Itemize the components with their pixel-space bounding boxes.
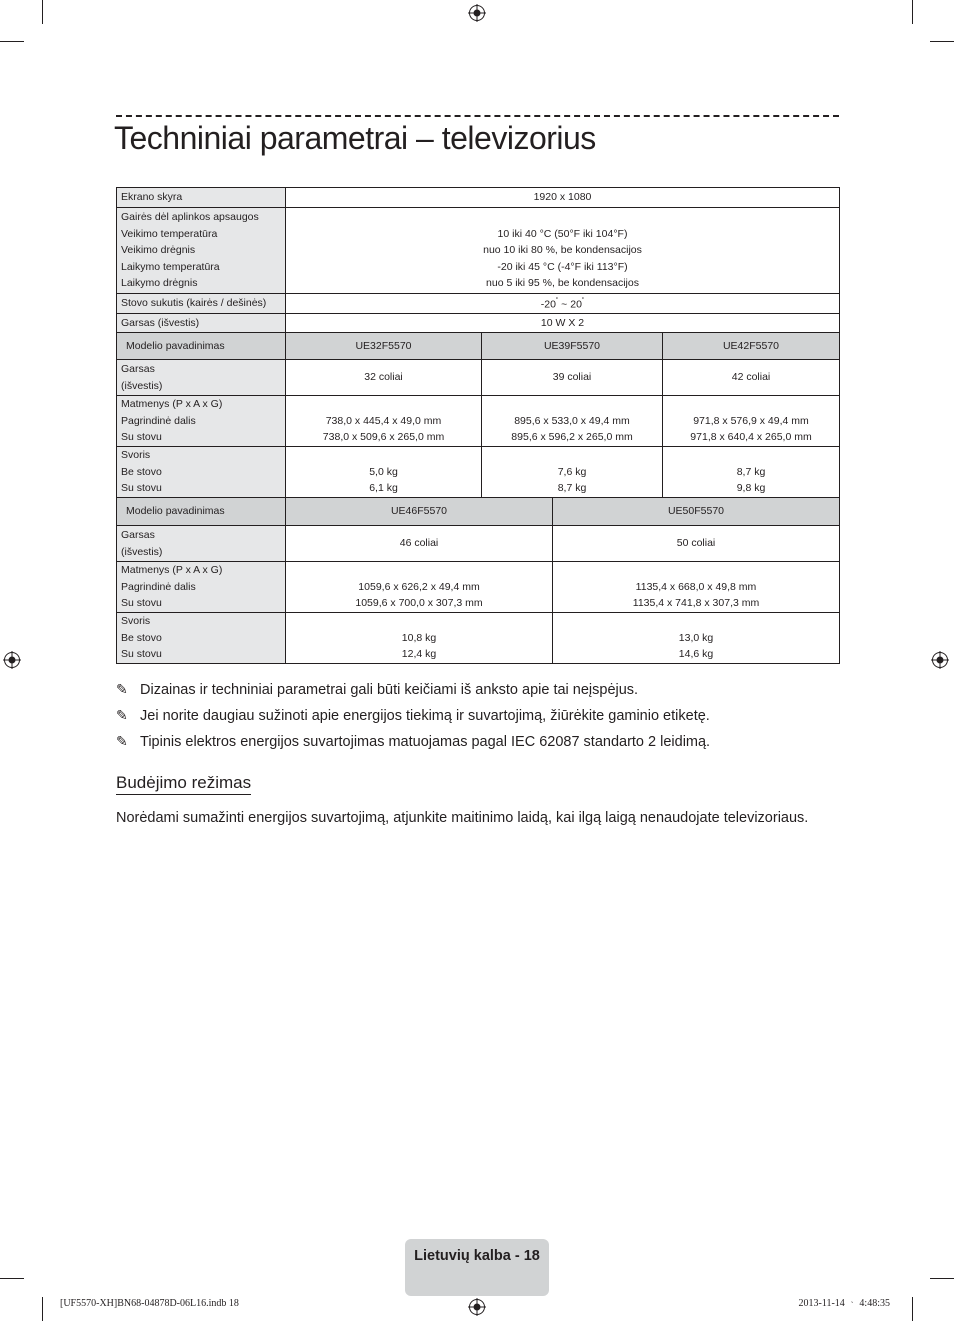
value-cell [553,562,840,613]
value-dimensions-stand: 1135,4 x 741,8 x 307,3 mm [632,597,760,610]
value-operating-humidity: nuo 10 iki 80 %, be kondensacijos [483,244,642,257]
crop-mark [42,0,43,24]
table-row [117,526,840,562]
value-cell [663,360,840,396]
label-output: (išvestis) [121,545,163,558]
label-sound-output: Garsas (išvestis) [121,316,200,329]
notes-list [116,679,846,757]
value-dimensions-body: 971,8 x 576,9 x 49,4 mm [693,414,809,427]
value-weight-stand: 8,7 kg [557,482,587,495]
label-sound: Garsas [121,529,155,541]
value-cell [286,294,840,314]
value-screen-size: 39 coliai [552,371,592,384]
label-cell [117,526,286,562]
crop-mark [912,0,913,24]
model-name: UE46F5570 [390,505,448,518]
label-storage-temperature: Laikymo temperatūra [121,260,220,273]
table-row [117,314,840,333]
value-storage-humidity: nuo 5 iki 95 %, be kondensacijos [486,277,639,290]
label-sound: Garsas [121,363,155,375]
value-cell [663,447,840,498]
value-cell [286,360,482,396]
value-weight-body: 13,0 kg [678,631,714,644]
value-dimensions-stand: 1059,6 x 700,0 x 307,3 mm [355,597,483,610]
section-heading: Budėjimo režimas [116,773,251,795]
label-cell [117,562,286,613]
registration-mark-icon [468,4,486,22]
value-cell [286,314,840,333]
label-output: (išvestis) [121,379,163,392]
label-dimensions: Matmenys (P x A x G) [121,564,223,577]
value-cell [286,188,840,208]
pencil-note-icon: ✎ [116,681,128,697]
value-screen-size: 32 coliai [364,371,403,384]
model-name: UE42F5570 [722,339,780,352]
value-cell [663,396,840,447]
value-dimensions-stand: 738,0 x 509,6 x 265,0 mm [322,431,445,444]
value-cell [286,526,553,562]
label-cell [117,447,286,498]
value-dimensions-stand: 895,6 x 596,2 x 265,0 mm [511,431,633,444]
label-stand-swivel: Stovo sukutis (kairės / dešinės) [121,297,267,310]
label-main-body: Pagrindinė dalis [121,580,196,593]
value-dimensions-body: 1059,6 x 626,2 x 49,4 mm [358,580,480,593]
value-weight-body: 10,8 kg [401,631,437,644]
registration-mark-icon [3,651,21,669]
label-cell [117,314,286,333]
title-dashed-rule [116,115,839,117]
label-storage-humidity: Laikymo drėgnis [121,277,198,290]
label-main-body: Pagrindinė dalis [121,414,196,427]
label-weight: Svoris [121,449,151,462]
value-cell [286,562,553,613]
note-text: Dizainas ir techniniai parametrai gali būti keičiami iš anksto apie tai neįspėjus. [140,682,639,698]
table-row [117,498,840,526]
value-cell [286,208,840,294]
value-weight-stand: 12,4 kg [401,648,437,661]
print-slug-left: [UF5570-XH]BN68-04878D-06L16.indb 18 [60,1298,239,1309]
crop-mark [930,41,954,42]
note-text: Tipinis elektros energijos suvartojimas matuojamas pagal IEC 62087 standarto 2 leidimą. [140,734,711,750]
model-header-cell [663,333,840,360]
label-weight: Svoris [121,615,151,628]
label-operating-temperature: Veikimo temperatūra [121,227,218,240]
registration-mark-icon [468,1298,486,1316]
list-item [116,679,846,705]
value-screen-size: 46 coliai [399,537,439,550]
print-slug-right: 2013-11-14 ᆞ 4:48:35 [798,1298,890,1309]
value-cell [286,447,482,498]
pencil-note-icon: ✎ [116,733,128,749]
value-sound-output: 10 W X 2 [540,316,585,329]
crop-mark [42,1297,43,1321]
label-cell [117,294,286,314]
value-dimensions-stand: 971,8 x 640,4 x 265,0 mm [690,431,812,444]
value-dimensions-body: 895,6 x 533,0 x 49,4 mm [514,414,630,427]
label-with-stand: Su stovu [121,431,162,444]
page-title: Techniniai parametrai – televizorius [114,120,596,156]
label-with-stand: Su stovu [121,597,162,610]
value-dimensions-body: 738,0 x 445,4 x 49,0 mm [325,414,442,427]
value-weight-body: 5,0 kg [369,465,398,478]
label-cell [117,498,286,526]
model-name: UE32F5570 [355,339,412,352]
label-without-stand: Be stovo [121,465,162,478]
value-weight-stand: 14,6 kg [678,648,714,661]
value-cell [286,396,482,447]
value-cell [482,360,663,396]
label-cell [117,333,286,360]
model-header-cell [482,333,663,360]
label-cell [117,396,286,447]
table-row [117,294,840,314]
model-header-cell [286,333,482,360]
value-screen-size: 50 coliai [676,537,716,550]
table-row [117,188,840,208]
label-cell [117,613,286,664]
crop-mark [912,1297,913,1321]
list-item [116,705,846,731]
model-header-cell [553,498,840,526]
registration-mark-icon [931,651,949,669]
value-cell [482,396,663,447]
label-model-name: Modelio pavadinimas [126,505,225,518]
value-storage-temperature: -20 iki 45 °C (-4°F iki 113°F) [497,260,628,273]
value-screen-size: 42 coliai [731,371,771,384]
crop-mark [0,41,24,42]
value-screen-resolution: 1920 x 1080 [533,191,592,204]
label-environment: Gairės dėl aplinkos apsaugos [121,211,259,224]
model-header-cell [286,498,553,526]
value-weight-body: 8,7 kg [736,465,766,478]
value-cell [553,526,840,562]
value-weight-stand: 9,8 kg [736,482,766,495]
table-row [117,333,840,360]
crop-mark [930,1278,954,1279]
pencil-note-icon: ✎ [116,707,128,723]
label-with-stand: Su stovu [121,648,162,661]
label-with-stand: Su stovu [121,482,162,495]
value-dimensions-body: 1135,4 x 668,0 x 49,8 mm [635,580,757,593]
table-row [117,396,840,447]
table-row [117,208,840,294]
page-number: Lietuvių kalba - 18 [414,1248,540,1264]
note-text: Jei norite daugiau sužinoti apie energijos tiekimą ir suvartojimą, žiūrėkite gaminio etiketę. [140,708,710,724]
label-cell [117,208,286,294]
label-model-name: Modelio pavadinimas [126,339,225,352]
table-row [117,360,840,396]
table-row [117,613,840,664]
spec-table [116,187,840,664]
value-cell [286,613,553,664]
value-cell [553,613,840,664]
value-operating-temperature: 10 iki 40 °C (50°F iki 104°F) [497,227,628,240]
value-weight-stand: 6,1 kg [369,482,398,495]
label-screen-resolution: Ekrano skyra [121,191,183,204]
value-cell [482,447,663,498]
value-stand-swivel: -20˚ ~ 20˚ [540,298,585,311]
table-row [117,562,840,613]
list-item [116,731,846,757]
crop-mark [0,1278,24,1279]
label-dimensions: Matmenys (P x A x G) [121,398,223,411]
value-weight-body: 7,6 kg [557,465,587,478]
model-name: UE50F5570 [667,505,725,518]
table-row [117,447,840,498]
section-paragraph: Norėdami sumažinti energijos suvartojimą, atjunkite maitinimo laidą, kai ilgą laigą nenaudojate televizoriaus. [116,810,809,826]
label-cell [117,188,286,208]
model-name: UE39F5570 [543,339,601,352]
label-operating-humidity: Veikimo drėgnis [121,244,196,257]
label-cell [117,360,286,396]
label-without-stand: Be stovo [121,631,162,644]
